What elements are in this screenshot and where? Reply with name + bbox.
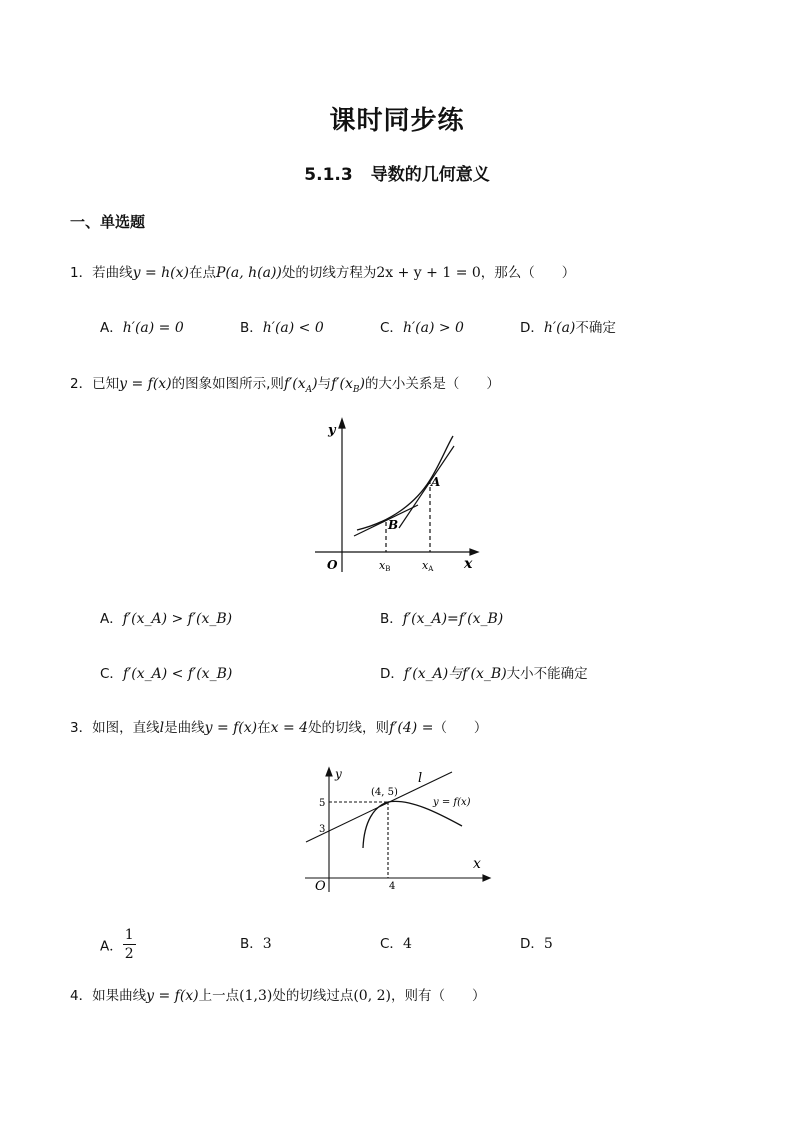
math-expr: l (159, 720, 165, 736)
question-text: 若曲线 (92, 265, 133, 281)
option-label: B． (240, 320, 263, 336)
tick-label-y5: 5 (319, 798, 326, 809)
options-q2-row2 (100, 662, 720, 686)
question-text: 已知 (92, 376, 120, 392)
question-3 (70, 716, 487, 736)
math-part: f′(x (331, 376, 353, 392)
question-number: 1． (70, 265, 93, 281)
page-title: 课时同步练 (329, 106, 465, 136)
option-expr: f′(x_A) > f′(x_B) (122, 611, 233, 627)
option-a[interactable] (100, 316, 184, 336)
option-label: C． (380, 936, 403, 952)
option-expr: f′(x_A)=f′(x_B) (402, 611, 504, 627)
option-expr: f′(x_A)与f′(x_B) (403, 666, 507, 682)
option-expr: 4 (402, 936, 412, 952)
section-title: 导数的几何意义 (370, 165, 490, 185)
question-text: 的大小关系是（ ） (364, 376, 500, 392)
math-expr: $f'(x_A)$ (283, 376, 318, 395)
question-4 (70, 984, 485, 1004)
option-b[interactable] (380, 607, 503, 627)
math-expr: y = f(x) (119, 376, 172, 392)
option-c[interactable] (380, 932, 412, 952)
section-heading (0, 160, 794, 185)
y-arrow (339, 419, 345, 428)
point-a-label: A (431, 475, 441, 489)
question-text: 与 (317, 376, 332, 392)
question-text: ，则有（ ） (390, 988, 486, 1004)
fraction-denominator: 2 (124, 946, 134, 962)
option-b[interactable] (240, 932, 272, 952)
math-sub: B (352, 384, 360, 395)
math-expr: f′(4) = (389, 720, 434, 736)
question-1 (70, 261, 575, 281)
y-label: y (335, 767, 342, 781)
option-label: B． (380, 611, 403, 627)
math-expr: x = 4 (270, 720, 309, 736)
option-expr: h′(a) > 0 (402, 320, 464, 336)
question-2 (70, 372, 500, 395)
math-expr: 2x + y + 1 = 0 (376, 265, 481, 281)
y-arrow (326, 768, 332, 776)
option-label: C． (100, 666, 123, 682)
option-c[interactable] (100, 662, 232, 682)
question-text: 处的切线过点 (272, 988, 354, 1004)
option-expr: f′(x_A) < f′(x_B) (122, 666, 233, 682)
math-expr: $f'(x_B)$ (331, 376, 365, 395)
options-q1 (100, 316, 720, 340)
math-sub: A (305, 384, 313, 395)
question-text: 如果曲线 (92, 988, 147, 1004)
x-arrow (483, 875, 490, 881)
question-text: （ ） (433, 720, 488, 736)
point-label: (4, 5) (371, 787, 398, 798)
option-label: C． (380, 320, 403, 336)
option-d[interactable] (380, 662, 588, 683)
question-text: ，那么（ ） (480, 265, 576, 281)
option-text: 大小不能确定 (506, 666, 588, 682)
question-number: 2． (70, 376, 93, 392)
option-expr: h′(a) (543, 320, 576, 336)
question-text: 的图象如图所示,则 (171, 376, 284, 392)
option-text: 不确定 (575, 320, 616, 336)
figure-q2 (310, 412, 490, 582)
option-label: D． (380, 666, 404, 682)
x-arrow (470, 549, 478, 555)
question-text: 如图，直线 (92, 720, 160, 736)
option-d[interactable] (520, 932, 553, 952)
question-number: 4． (70, 988, 93, 1004)
option-a[interactable] (100, 926, 136, 963)
math-expr: (0, 2) (353, 988, 391, 1004)
option-expr: 5 (543, 936, 553, 952)
curve-label: y = f(x) (433, 797, 471, 808)
option-c[interactable] (380, 316, 464, 336)
question-number: 3． (70, 720, 93, 736)
option-expr: h′(a) = 0 (122, 320, 184, 336)
fraction (123, 926, 136, 963)
tangent-a (399, 446, 454, 528)
question-text: 在 (257, 720, 271, 736)
figure-q3 (300, 760, 500, 895)
x-label: x (473, 856, 481, 872)
option-label: A． (100, 320, 123, 336)
point-b-label: B (388, 518, 399, 532)
options-q2-row1 (100, 607, 720, 631)
part-heading: 一、单选题 (70, 213, 146, 231)
options-q3 (100, 926, 720, 962)
y-label: y (328, 423, 336, 438)
option-label: D． (520, 936, 544, 952)
math-part: f′(x (283, 376, 306, 392)
line-l-label: l (418, 771, 423, 786)
tick-sub: A (428, 565, 434, 573)
option-b[interactable] (240, 316, 324, 336)
tick-label-xa (422, 559, 434, 573)
tick-sub: B (385, 565, 391, 573)
origin-label: O (327, 558, 338, 572)
question-text: 处的切线，则 (308, 720, 390, 736)
question-text: 上一点 (198, 988, 240, 1004)
math-expr: y = f(x) (204, 720, 258, 736)
math-expr: P(a, h(a)) (215, 265, 282, 281)
math-expr: y = h(x) (132, 265, 189, 281)
question-text: 处的切线方程为 (281, 265, 377, 281)
math-expr: y = f(x) (146, 988, 199, 1004)
x-label: x (464, 556, 473, 572)
option-label: A． (100, 938, 123, 955)
option-a[interactable] (100, 607, 232, 627)
tick-label-y3: 3 (319, 824, 326, 835)
question-text: 在点 (188, 265, 216, 281)
fraction-numerator: 1 (124, 927, 134, 943)
section-number: 5.1.3 (304, 165, 353, 185)
tick-text: x (379, 559, 386, 572)
option-expr: h′(a) < 0 (262, 320, 324, 336)
tick-label-xb (379, 559, 390, 573)
option-label: A． (100, 611, 123, 627)
tick-label-x4: 4 (389, 881, 396, 892)
option-expr: 3 (262, 936, 272, 952)
curve-f (363, 801, 462, 848)
option-label: B． (240, 936, 263, 952)
tick-text: x (422, 559, 429, 572)
question-text: 是曲线 (164, 720, 205, 736)
origin-label: O (315, 879, 326, 894)
option-d[interactable] (520, 316, 616, 336)
math-expr: (1,3) (239, 988, 273, 1004)
option-label: D． (520, 320, 544, 336)
